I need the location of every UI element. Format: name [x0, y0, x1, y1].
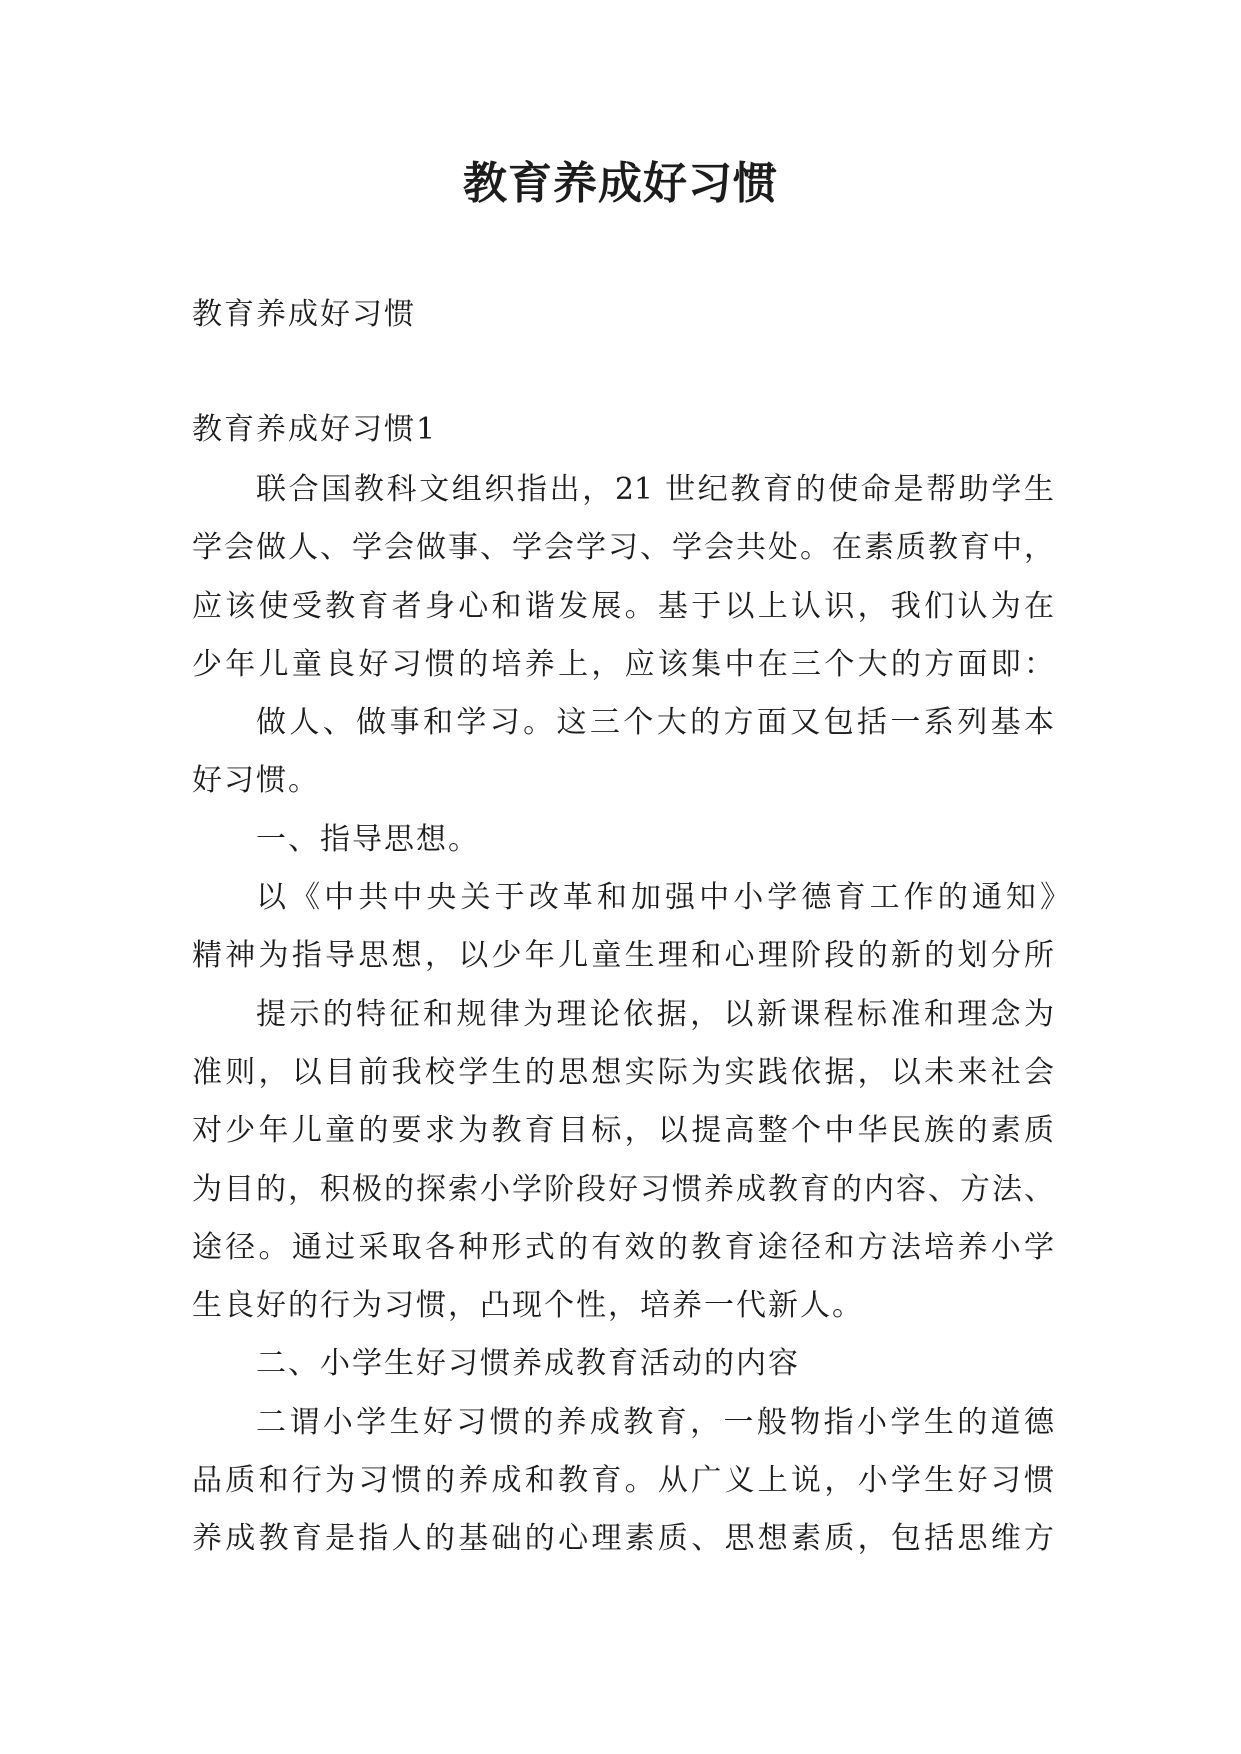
body-line: 做人、做事和学习。这三个大的方面又包括一系列基本: [256, 705, 1054, 741]
body-line: 二谓小学生好习惯的养成教育，一般物指小学生的道德: [256, 1404, 1054, 1440]
body-line: 精神为指导思想，以少年儿童生理和心理阶段的新的划分所: [192, 938, 1054, 974]
section-heading: 教育养成好习惯1: [192, 412, 438, 447]
body-line: 应该使受教育者身心和谐发展。基于以上认识，我们认为在: [192, 588, 1054, 624]
body-line: 学会做人、学会做事、学会学习、学会共处。在素质教育中，: [192, 530, 1054, 566]
body-line: 准则，以目前我校学生的思想实际为实践依据，以未来社会: [192, 1054, 1054, 1090]
body-line: 生良好的行为习惯，凸现个性，培养一代新人。: [192, 1288, 864, 1324]
body-line: 提示的特征和规律为理论依据，以新课程标准和理念为: [256, 996, 1054, 1032]
body-line: 品质和行为习惯的养成和教育。从广义上说，小学生好习惯: [192, 1463, 1054, 1499]
body-line: 对少年儿童的要求为教育目标，以提高整个中华民族的素质: [192, 1113, 1054, 1149]
document-body: [192, 461, 1070, 1569]
body-line: 以《中共中央关于改革和加强中小学德育工作的通知》: [256, 880, 1070, 916]
body-line: 好习惯。: [192, 763, 320, 799]
body-line: 少年儿童良好习惯的培养上，应该集中在三个大的方面即：: [192, 646, 1054, 682]
body-line: 为目的，积极的探索小学阶段好习惯养成教育的内容、方法、: [192, 1171, 1054, 1207]
body-line: 养成教育是指人的基础的心理素质、思想素质，包括思维方: [192, 1521, 1054, 1557]
body-line: 途径。通过采取各种形式的有效的教育途径和方法培养小学: [192, 1229, 1054, 1265]
body-line: 联合国教科文组织指出，21 世纪教育的使命是帮助学生: [256, 472, 1054, 507]
document-title: 教育养成好习惯: [463, 158, 778, 209]
body-line: 一、指导思想。: [256, 821, 480, 857]
document-heading: 教育养成好习惯: [192, 297, 416, 332]
body-line: 二、小学生好习惯养成教育活动的内容: [256, 1346, 800, 1382]
